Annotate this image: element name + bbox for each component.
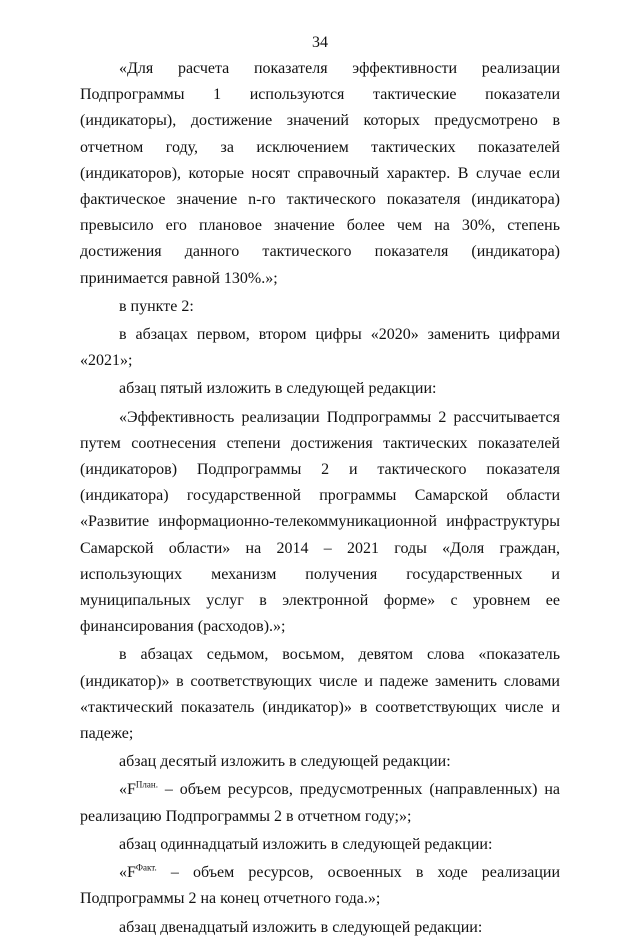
paragraph-abzac-7-8-9: в абзацах седьмом, восьмом, девятом слова «показатель (индикатор)» в соответствующих числе и падеже заменить словами «тактический показатель (индикатор)» в соответствующих числе и падеже;	[80, 646, 560, 743]
page-number: 34	[312, 34, 328, 51]
paragraph-point-2: в пункте 2:	[119, 297, 194, 315]
formula-f-plan-text: – объем ресурсов, предусмотренных (направленных) на реализацию Подпрограммы 2 в отчетном году;»;	[80, 781, 560, 825]
formula-f-plan	[80, 777, 560, 829]
formula-f-fact-symbol: «F	[119, 864, 136, 882]
formula-f-plan-superscript: План.	[135, 780, 158, 791]
formula-f-plan-symbol: «F	[119, 781, 136, 799]
document-body	[80, 56, 560, 941]
formula-f-fact-text: – объем ресурсов, освоенных в ходе реализации Подпрограммы 2 на конец отчетного года.»;	[80, 864, 560, 908]
paragraph-abzac-12: абзац двенадцатый изложить в следующей редакции:	[119, 918, 483, 936]
paragraph-efficiency-subprogram-2: «Эффективность реализации Подпрограммы 2 рассчитывается путем соотнесения степени достижения тактических показателей (индикаторов) Подпрограммы 2 и тактического показателя (индикатора) государственной программы Самарской области «Развитие информационно-телекоммуникационной инфраструктуры Самарской области» на 2014 – 2021 годы «Доля граждан, использующих механизм получения государственных и муниципальных услуг в электронной форме» с уровнем ее финансирования (расходов).»;	[80, 408, 560, 636]
paragraph-abzac-10: абзац десятый изложить в следующей редакции:	[119, 753, 451, 771]
paragraph-replace-2020: в абзацах первом, втором цифры «2020» заменить цифрами «2021»;	[80, 326, 560, 370]
paragraph-abzac-11: абзац одиннадцатый изложить в следующей редакции:	[119, 835, 493, 853]
paragraph-abzac-5: абзац пятый изложить в следующей редакции:	[119, 380, 437, 398]
formula-f-fact-superscript: Факт.	[135, 862, 157, 873]
paragraph-efficiency-subprogram-1: «Для расчета показателя эффективности реализации Подпрограммы 1 используются тактические показатели (индикаторы), достижение значений которых предусмотрено в отчетном году, за исключением тактических показателей (индикаторов), которые носят справочный характер. В случае если фактическое значение n-го тактического показателя (индикатора) превысило его плановое значение более чем на 30%, степень достижения данного тактического показателя (индикатора) принимается равной 130%.»;	[80, 60, 560, 287]
